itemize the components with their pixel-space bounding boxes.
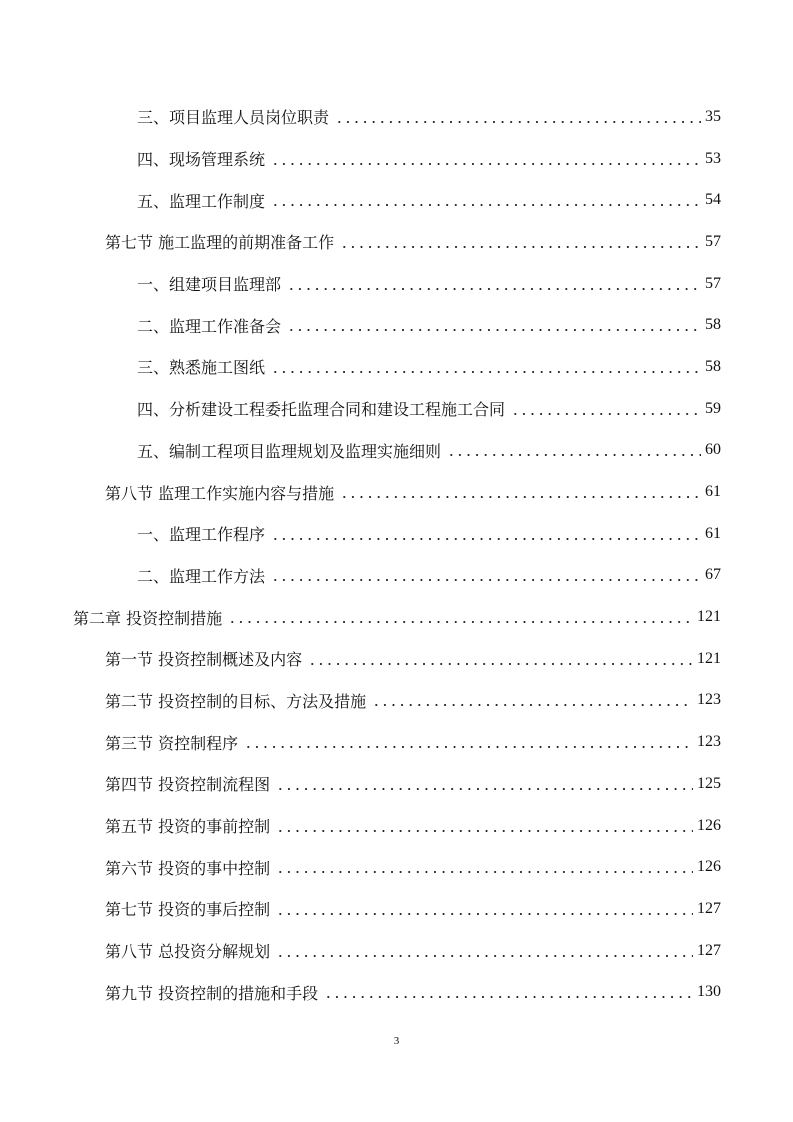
- dot-leader: [271, 526, 701, 542]
- toc-entry-title: 第八节 监理工作实施内容与措施: [105, 483, 335, 503]
- toc-entry-title: 三、项目监理人员岗位职责: [137, 108, 330, 128]
- toc-entry-title: 第五节 投资的事前控制: [105, 817, 271, 837]
- toc-entry[interactable]: [0, 638, 793, 680]
- toc-entry[interactable]: [0, 138, 793, 180]
- toc-entry-title: 第一节 投资控制概述及内容: [105, 650, 303, 670]
- toc-entry-page: 121: [697, 608, 721, 626]
- toc-entry-page: 123: [697, 691, 721, 709]
- toc-entry-page: 60: [705, 441, 721, 459]
- toc-entry[interactable]: [0, 763, 793, 805]
- dot-leader: [335, 109, 701, 125]
- toc-entry[interactable]: [0, 971, 793, 1013]
- toc-entry-page: 54: [705, 191, 721, 209]
- toc-entry-page: 61: [705, 483, 721, 501]
- dot-leader: [447, 442, 701, 458]
- toc-entry[interactable]: [0, 96, 793, 138]
- toc-entry[interactable]: [0, 596, 793, 638]
- toc-entry[interactable]: [0, 680, 793, 722]
- dot-leader: [372, 692, 693, 708]
- toc-entry[interactable]: [0, 846, 793, 888]
- toc-entry-page: 125: [697, 774, 721, 792]
- dot-leader: [276, 943, 693, 959]
- toc-entry[interactable]: [0, 304, 793, 346]
- dot-leader: [324, 984, 693, 1000]
- toc-entry-title: 一、监理工作程序: [137, 525, 266, 545]
- toc-entry[interactable]: [0, 388, 793, 430]
- toc-entry[interactable]: [0, 805, 793, 847]
- toc-entry-page: 126: [697, 858, 721, 876]
- toc-entry-title: 第八节 总投资分解规划: [105, 942, 271, 962]
- toc-entry[interactable]: [0, 513, 793, 555]
- toc-entry-page: 61: [705, 524, 721, 542]
- table-of-contents: [0, 96, 793, 1013]
- toc-entry[interactable]: [0, 888, 793, 930]
- dot-leader: [271, 567, 701, 583]
- toc-entry-title: 第六节 投资的事中控制: [105, 858, 271, 878]
- toc-entry-title: 第七节 投资的事后控制: [105, 900, 271, 920]
- toc-entry-title: 第三节 资控制程序: [105, 733, 239, 753]
- toc-entry-title: 第二章 投资控制措施: [73, 608, 223, 628]
- toc-entry[interactable]: [0, 221, 793, 263]
- toc-entry-page: 67: [705, 566, 721, 584]
- dot-leader: [244, 734, 693, 750]
- toc-entry[interactable]: [0, 346, 793, 388]
- toc-entry-title: 五、编制工程项目监理规划及监理实施细则: [137, 441, 442, 461]
- dot-leader: [511, 401, 701, 417]
- toc-entry-title: 第二节 投资控制的目标、方法及措施: [105, 691, 367, 711]
- toc-entry-title: 五、监理工作制度: [137, 191, 266, 211]
- dot-leader: [287, 317, 701, 333]
- toc-entry-page: 126: [697, 816, 721, 834]
- toc-entry-title: 第七节 施工监理的前期准备工作: [105, 233, 335, 253]
- toc-entry-title: 第四节 投资控制流程图: [105, 775, 271, 795]
- toc-entry-page: 57: [705, 274, 721, 292]
- toc-entry-page: 127: [697, 941, 721, 959]
- toc-entry[interactable]: [0, 721, 793, 763]
- toc-entry[interactable]: [0, 179, 793, 221]
- toc-entry-page: 58: [705, 316, 721, 334]
- toc-entry-page: 53: [705, 149, 721, 167]
- toc-entry-page: 58: [705, 357, 721, 375]
- dot-leader: [271, 192, 701, 208]
- toc-entry-title: 四、分析建设工程委托监理合同和建设工程施工合同: [137, 400, 506, 420]
- toc-entry-page: 123: [697, 733, 721, 751]
- toc-entry-title: 四、现场管理系统: [137, 150, 266, 170]
- toc-entry[interactable]: [0, 263, 793, 305]
- dot-leader: [287, 276, 701, 292]
- toc-entry-title: 第九节 投资控制的措施和手段: [105, 983, 319, 1003]
- toc-entry-page: 127: [697, 899, 721, 917]
- toc-entry[interactable]: [0, 930, 793, 972]
- dot-leader: [271, 359, 701, 375]
- dot-leader: [276, 818, 693, 834]
- toc-entry-page: 59: [705, 399, 721, 417]
- page-number: 3: [393, 1035, 400, 1047]
- toc-entry-title: 二、监理工作方法: [137, 566, 266, 586]
- toc-entry-page: 130: [697, 983, 721, 1001]
- toc-entry[interactable]: [0, 555, 793, 597]
- dot-leader: [276, 901, 693, 917]
- dot-leader: [228, 609, 693, 625]
- toc-entry-page: 35: [705, 107, 721, 125]
- dot-leader: [276, 859, 693, 875]
- dot-leader: [340, 484, 701, 500]
- dot-leader: [271, 151, 701, 167]
- toc-entry-title: 二、监理工作准备会: [137, 316, 282, 336]
- dot-leader: [340, 234, 701, 250]
- dot-leader: [308, 651, 693, 667]
- toc-entry[interactable]: [0, 471, 793, 513]
- toc-entry-title: 三、熟悉施工图纸: [137, 358, 266, 378]
- toc-entry[interactable]: [0, 430, 793, 472]
- dot-leader: [276, 776, 693, 792]
- toc-entry-page: 121: [697, 649, 721, 667]
- toc-entry-title: 一、组建项目监理部: [137, 275, 282, 295]
- toc-entry-page: 57: [705, 232, 721, 250]
